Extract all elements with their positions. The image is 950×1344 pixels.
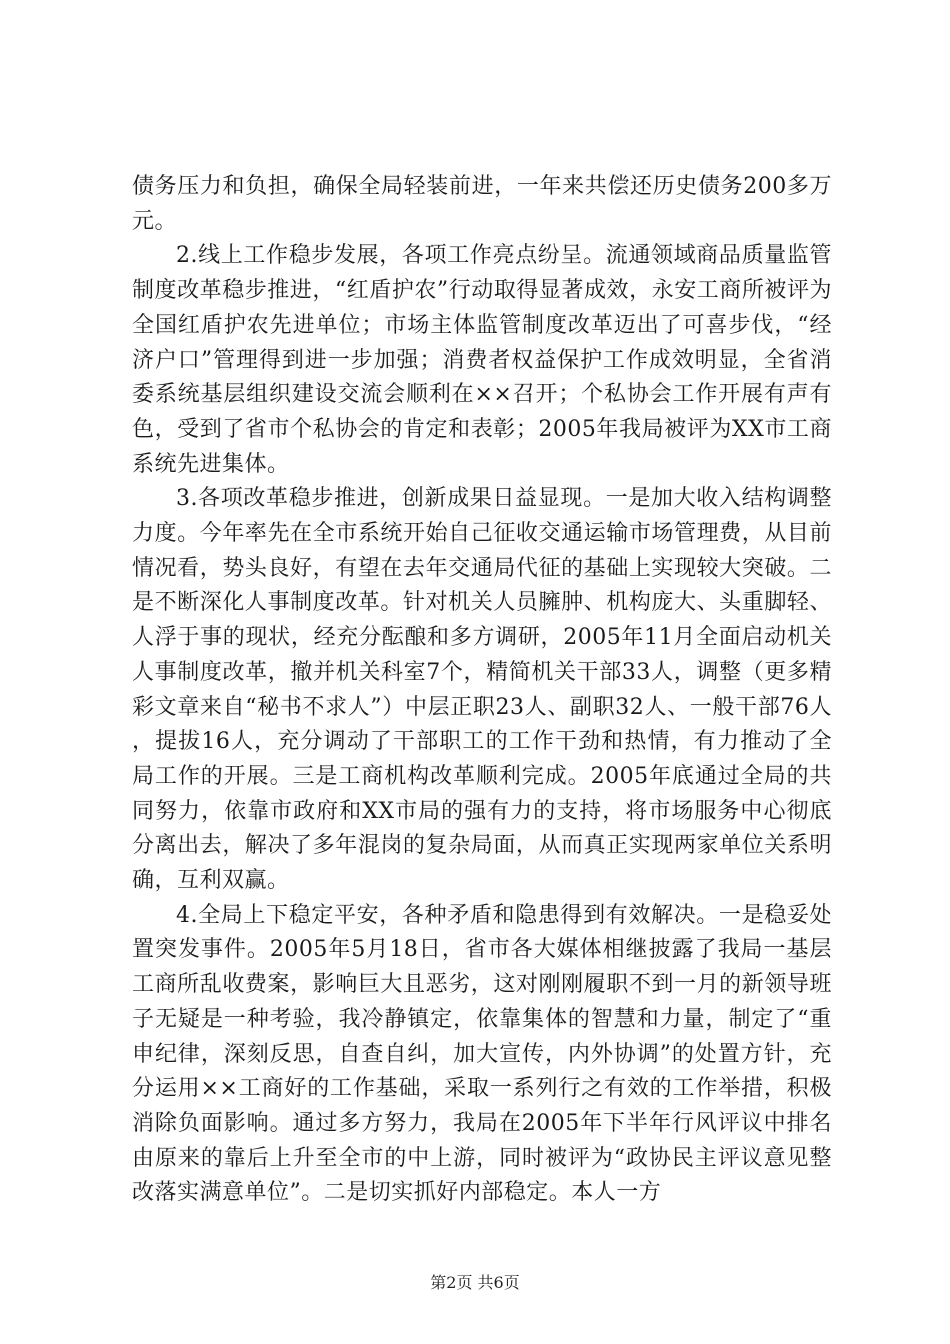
paragraph-item-3: 3.各项改革稳步推进，创新成果日益显现。一是加大收入结构调整力度。今年率先在全市系统开始自己征收交通运输市场管理费，从目前情况看，势头良好，有望在去年交通局代征的基础上实现较大突破。二是不断深化人事制度改革。针对机关人员臃肿、机构庞大、头重脚轻、人浮于事的现状，经充分酝酿和多方调研，2005年11月全面启动机关人事制度改革，撤并机关科室7个，精简机关干部33人，调整（更多精彩文章来自“秘书不求人”）中层正职23人、副职32人、一般干部76人，提拔16人，充分调动了干部职工的工作干劲和热情，有力推动了全局工作的开展。三是工商机构改革顺利完成。2005年底通过全局的共同努力，依靠市政府和XX市局的强有力的支持，将市场服务中心彻底分离出去，解决了多年混岗的复杂局面，从而真正实现两家单位关系明确，互利双赢。 (132, 486, 832, 894)
paragraph-debt-continuation: 债务压力和负担，确保全局轻装前进，一年来共偿还历史债务200多万元。 (132, 174, 832, 234)
page-number-footer: 第2页 共6页 (430, 1273, 520, 1292)
document-body (132, 170, 832, 1211)
paragraph-item-2: 2.线上工作稳步发展，各项工作亮点纷呈。流通领域商品质量监管制度改革稳步推进，“红盾护农”行动取得显著成效，永安工商所被评为全国红盾护农先进单位；市场主体监管制度改革迈出了可喜步伐，“经济户口”管理得到进一步加强；消费者权益保护工作成效明显，全省消委系统基层组织建设交流会顺利在××召开；个私协会工作开展有声有色，受到了省市个私协会的肯定和表彰；2005年我局被评为XX市工商系统先进集体。 (132, 243, 832, 477)
paragraph-item-4: 4.全局上下稳定平安，各种矛盾和隐患得到有效解决。一是稳妥处置突发事件。2005年5月18日，省市各大媒体相继披露了我局一基层工商所乱收费案，影响巨大且恶劣，这对刚刚履职不到一月的新领导班子无疑是一种考验，我冷静镇定，依靠集体的智慧和力量，制定了“重申纪律，深刻反思，自查自纠，加大宣传，内外协调”的处置方针，充分运用××工商好的工作基础，采取一系列行之有效的工作举措，积极消除负面影响。通过多方努力，我局在2005年下半年行风评议中排名由原来的靠后上升至全市的中上游，同时被评为“政协民主评议意见整改落实满意单位”。二是切实抓好内部稳定。本人一方 (132, 902, 832, 1206)
